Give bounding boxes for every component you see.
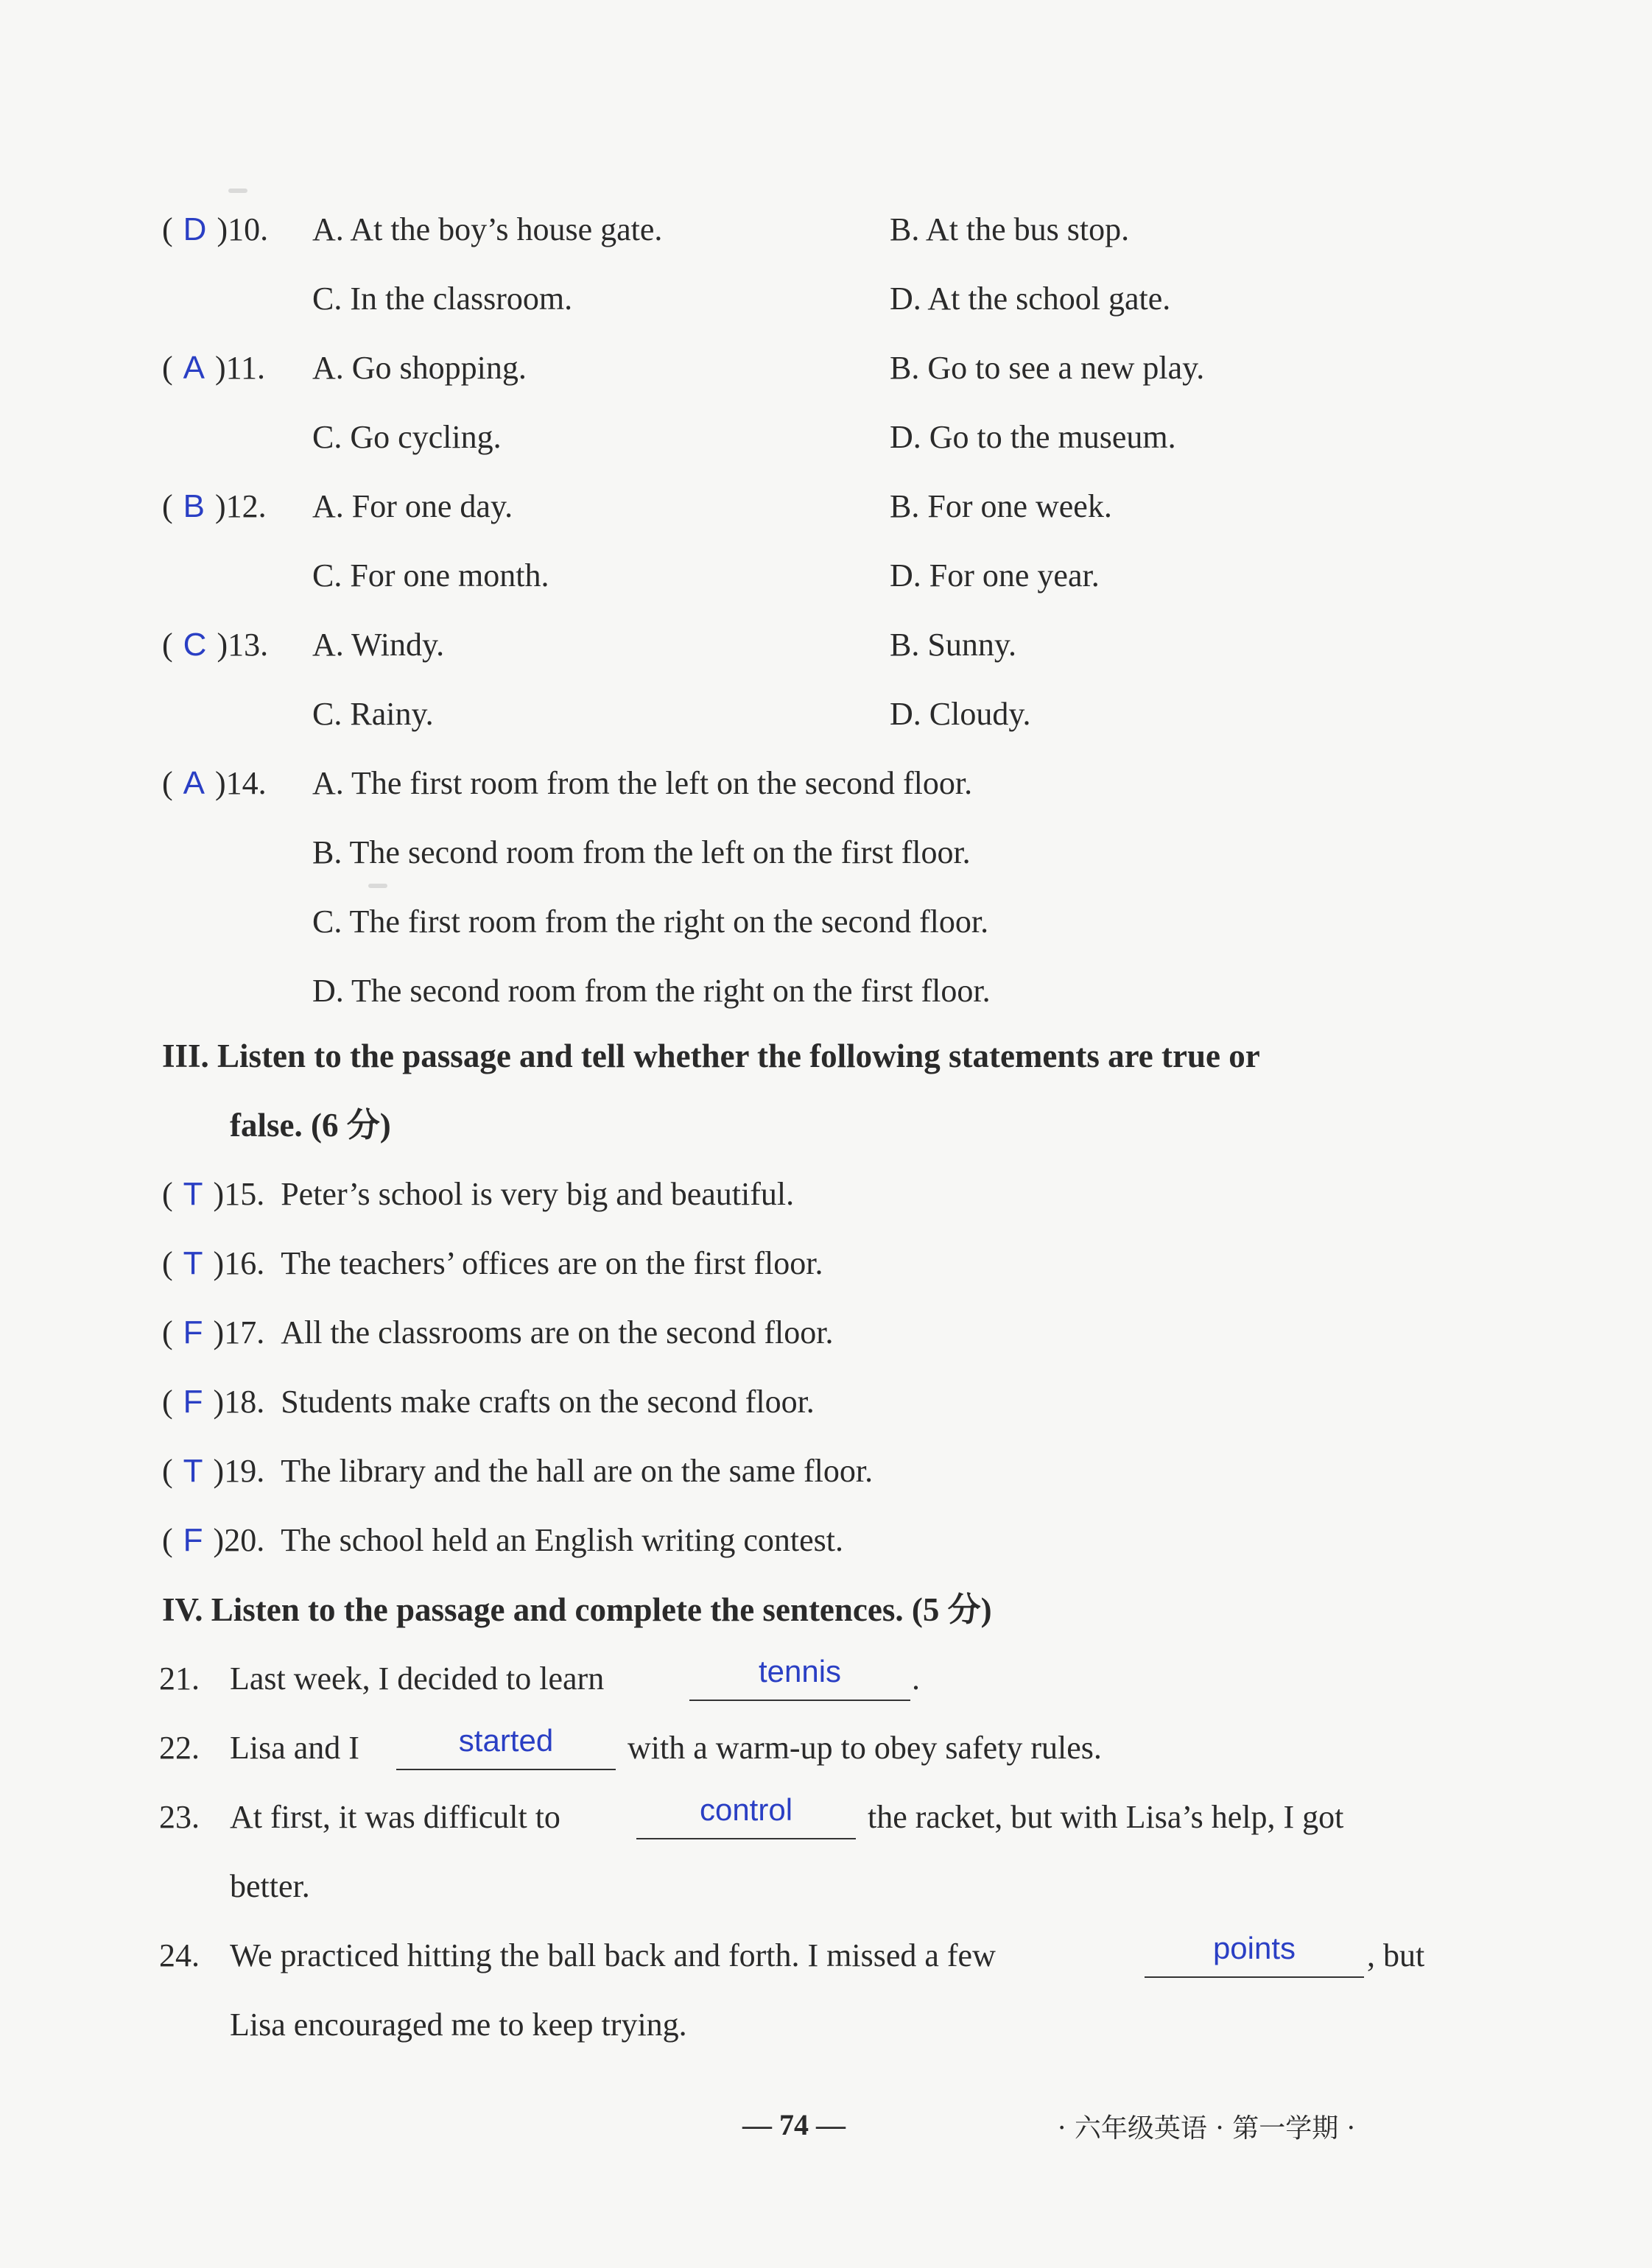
answer-10: D	[183, 211, 207, 247]
option-c: C. The first room from the right on the second floor.	[312, 904, 989, 940]
page-number: — 74 —	[742, 2108, 846, 2141]
answer-16: T	[183, 1245, 203, 1281]
option-b: B. The second room from the left on the first floor.	[312, 834, 971, 870]
answer-20: F	[183, 1522, 203, 1558]
question-24-number: 24.	[159, 1937, 200, 1973]
question-22-number: 22.	[159, 1730, 200, 1766]
question-number: 13.	[228, 627, 269, 663]
question-number: 14.	[225, 765, 267, 801]
question-22-text: Lisa and I	[230, 1730, 359, 1766]
answer-19: T	[183, 1453, 203, 1489]
option-c: C. For one month.	[312, 557, 549, 594]
option-a: A. The first room from the left on the second floor.	[312, 765, 973, 801]
question-20: ( F )20. The school held an English writing contest.	[162, 1522, 843, 1558]
option-d: D. Cloudy.	[890, 696, 1031, 732]
watermark-logo	[228, 189, 247, 193]
option-d: D. At the school gate.	[890, 281, 1171, 317]
option-d: D. For one year.	[890, 557, 1100, 594]
answer-23-blank: control	[636, 1795, 856, 1839]
option-c: C. Rainy.	[312, 696, 434, 732]
section-3-title: III. Listen to the passage and tell whether the following statements are true or	[162, 1038, 1260, 1074]
option-c: C. Go cycling.	[312, 419, 502, 455]
question-number: 10.	[228, 211, 269, 247]
option-b: B. For one week.	[890, 488, 1112, 524]
answer-22-blank: started	[396, 1726, 616, 1770]
option-b: B. Go to see a new play.	[890, 350, 1205, 386]
question-17: ( F )17. All the classrooms are on the second floor.	[162, 1314, 834, 1350]
question-number: 12.	[225, 488, 267, 524]
answer-13: C	[183, 627, 207, 663]
answer-12: B	[183, 488, 205, 524]
watermark-logo	[368, 884, 387, 888]
option-d: D. The second room from the right on the first floor.	[312, 973, 991, 1009]
answer-24-blank: points	[1145, 1934, 1364, 1978]
option-b: B. At the bus stop.	[890, 211, 1130, 247]
question-23-text: At first, it was difficult to	[230, 1799, 560, 1835]
book-title: · 六年级英语 · 第一学期 ·	[1058, 2113, 1356, 2144]
answer-11: A	[183, 350, 205, 386]
answer-18: F	[183, 1384, 203, 1420]
answer-21-blank: tennis	[689, 1657, 910, 1701]
option-a: A. For one day.	[312, 488, 513, 524]
section-4-title: IV. Listen to the passage and complete the sentences. (5 分)	[162, 1591, 992, 1628]
question-15: ( T )15. Peter’s school is very big and beautiful.	[162, 1176, 795, 1212]
question-23-number: 23.	[159, 1799, 200, 1835]
question-24-text: We practiced hitting the ball back and forth. I missed a few	[230, 1937, 996, 1973]
option-a: A. Windy.	[312, 627, 445, 663]
answer-14: A	[183, 765, 205, 801]
option-b: B. Sunny.	[890, 627, 1016, 663]
question-21-text: Last week, I decided to learn	[230, 1660, 605, 1697]
section-3-title-cont: false. (6 分)	[230, 1107, 391, 1144]
option-a: A. At the boy’s house gate.	[312, 211, 663, 247]
question-16: ( T )16. The teachers’ offices are on the first floor.	[162, 1245, 823, 1281]
question-18: ( F )18. Students make crafts on the second floor.	[162, 1384, 815, 1420]
answer-17: F	[183, 1314, 203, 1350]
option-a: A. Go shopping.	[312, 350, 527, 386]
option-d: D. Go to the museum.	[890, 419, 1176, 455]
question-21-number: 21.	[159, 1660, 200, 1697]
answer-15: T	[183, 1176, 203, 1212]
question-number: 11.	[225, 350, 266, 386]
option-c: C. In the classroom.	[312, 281, 573, 317]
question-19: ( T )19. The library and the hall are on the same floor.	[162, 1453, 874, 1489]
